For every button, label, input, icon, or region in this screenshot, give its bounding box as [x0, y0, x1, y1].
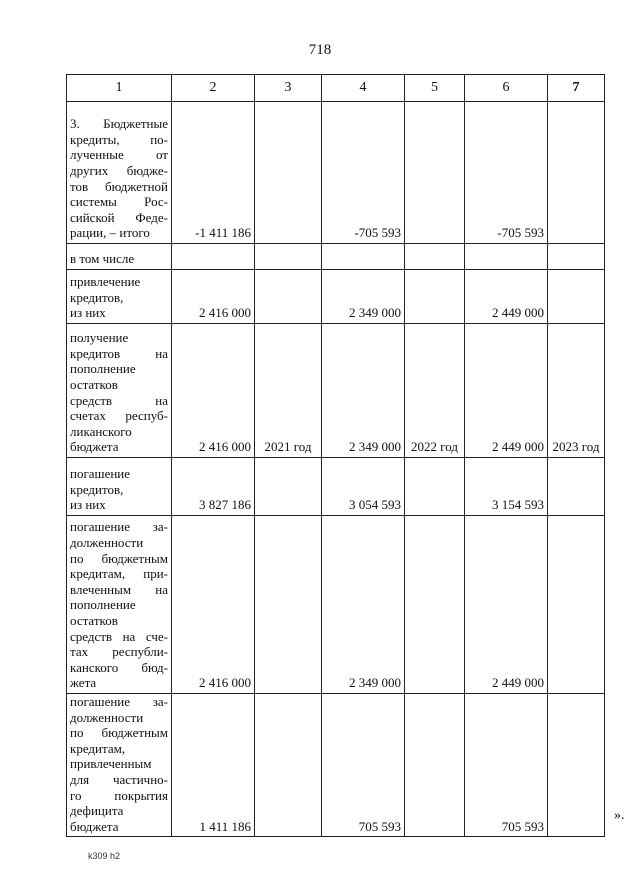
cell-c3	[255, 694, 322, 837]
cell-c6: 2 449 000	[465, 516, 548, 694]
row-label-line: пополнение	[70, 597, 136, 613]
row-label-line: погашение за-	[70, 519, 168, 535]
row-label-line: бюджета	[70, 818, 119, 834]
cell-c2: 2 416 000	[172, 516, 255, 694]
cell-c3	[255, 516, 322, 694]
row-label-line: влеченным на	[70, 581, 168, 597]
row-label-line: средств на	[70, 392, 168, 408]
cell-c2: 1 411 186	[172, 694, 255, 837]
cell-c7	[548, 102, 605, 244]
row-label-line: тов бюджетной	[70, 178, 168, 194]
cell-c4	[322, 244, 405, 270]
cell-c3	[255, 270, 322, 324]
cell-c4: 2 349 000	[322, 324, 405, 458]
row-label-line: остатков	[70, 377, 118, 393]
cell-c4: 705 593	[322, 694, 405, 837]
row-label-line: долженности	[70, 709, 144, 725]
column-header: 4	[322, 75, 405, 102]
cell-c6: -705 593	[465, 102, 548, 244]
row-label-line: для частично-	[70, 771, 168, 787]
row-label-line: системы Рос-	[70, 194, 168, 210]
row-label-line: 3. Бюджетные	[70, 116, 168, 132]
row-label-line: пополнение	[70, 361, 136, 377]
table-row	[67, 516, 605, 694]
cell-c5	[405, 694, 465, 837]
row-label-line: дефицита	[70, 803, 124, 819]
row-label-line: других бюдже-	[70, 163, 168, 179]
cell-c5	[405, 516, 465, 694]
cell-c2: 2 416 000	[172, 324, 255, 458]
cell-c4: 2 349 000	[322, 270, 405, 324]
table-row	[67, 458, 605, 516]
cell-c4: -705 593	[322, 102, 405, 244]
row-label-line: в том числе	[70, 251, 135, 267]
row-label	[67, 102, 172, 244]
row-label-line: погашение	[70, 466, 131, 482]
cell-c3: 2021 год	[255, 324, 322, 458]
row-label-line: по бюджетным	[70, 550, 168, 566]
cell-c3	[255, 102, 322, 244]
cell-c2: -1 411 186	[172, 102, 255, 244]
table-row	[67, 244, 605, 270]
row-label-line: из них	[70, 305, 106, 321]
cell-c3	[255, 458, 322, 516]
row-label-line: бюджета	[70, 439, 119, 455]
cell-c5	[405, 458, 465, 516]
page-number: 718	[308, 42, 332, 58]
row-label-line: кредитов на	[70, 345, 168, 361]
cell-c7: 2023 год	[548, 324, 605, 458]
row-label-line: кредитам,	[70, 740, 126, 756]
row-label-line: счетах респуб-	[70, 408, 168, 424]
table-row	[67, 102, 605, 244]
column-header: 3	[255, 75, 322, 102]
cell-c7	[548, 270, 605, 324]
column-header: 1	[67, 75, 172, 102]
footer-code: k309 h2	[88, 851, 121, 861]
row-label-line: средств на сче-	[70, 628, 168, 644]
row-label	[67, 458, 172, 516]
row-label-line: по бюджетным	[70, 725, 168, 741]
row-label-line: тах республи-	[70, 644, 168, 660]
row-label-line: сийской Феде-	[70, 209, 168, 225]
cell-c2: 2 416 000	[172, 270, 255, 324]
budget-credits-table	[66, 74, 605, 837]
row-label-line: го покрытия	[70, 787, 168, 803]
row-label-line: погашение за-	[70, 694, 168, 709]
column-header: 5	[405, 75, 465, 102]
row-label	[67, 516, 172, 694]
row-label-line: привлеченным	[70, 756, 152, 772]
cell-c6: 3 154 593	[465, 458, 548, 516]
row-label-line: канского бюд-	[70, 659, 168, 675]
header-row	[67, 75, 605, 102]
table-row	[67, 270, 605, 324]
row-label-line: привлечение	[70, 274, 141, 290]
cell-c4: 3 054 593	[322, 458, 405, 516]
row-label	[67, 270, 172, 324]
cell-c2: 3 827 186	[172, 458, 255, 516]
cell-c5: 2022 год	[405, 324, 465, 458]
row-label-line: получение	[70, 330, 129, 346]
row-label-line: рации, – итого	[70, 225, 150, 241]
column-header: 7	[548, 75, 605, 102]
cell-c6	[465, 244, 548, 270]
cell-c7	[548, 694, 605, 837]
cell-c2	[172, 244, 255, 270]
row-label-line: долженности	[70, 535, 144, 551]
row-label-line: из них	[70, 497, 106, 513]
closing-quote-mark: ».	[614, 808, 625, 823]
row-label-line: кредитов,	[70, 289, 124, 305]
cell-c5	[405, 102, 465, 244]
cell-c4: 2 349 000	[322, 516, 405, 694]
row-label-line: кредитов,	[70, 481, 124, 497]
row-label-line: остатков	[70, 613, 118, 629]
row-label-line: кредитам, при-	[70, 566, 168, 582]
cell-c3	[255, 244, 322, 270]
row-label-line: жета	[70, 675, 97, 691]
table-row	[67, 324, 605, 458]
cell-c7	[548, 244, 605, 270]
cell-c6: 705 593	[465, 694, 548, 837]
cell-c5	[405, 270, 465, 324]
cell-c6: 2 449 000	[465, 270, 548, 324]
row-label-line: ликанского	[70, 423, 132, 439]
cell-c5	[405, 244, 465, 270]
cell-c7	[548, 458, 605, 516]
column-header: 2	[172, 75, 255, 102]
row-label-line: кредиты, по-	[70, 131, 168, 147]
row-label-line: лученные от	[70, 147, 168, 163]
row-label	[67, 694, 172, 837]
row-label	[67, 324, 172, 458]
cell-c6: 2 449 000	[465, 324, 548, 458]
row-label	[67, 244, 172, 270]
column-header: 6	[465, 75, 548, 102]
table-row	[67, 694, 605, 837]
cell-c7	[548, 516, 605, 694]
